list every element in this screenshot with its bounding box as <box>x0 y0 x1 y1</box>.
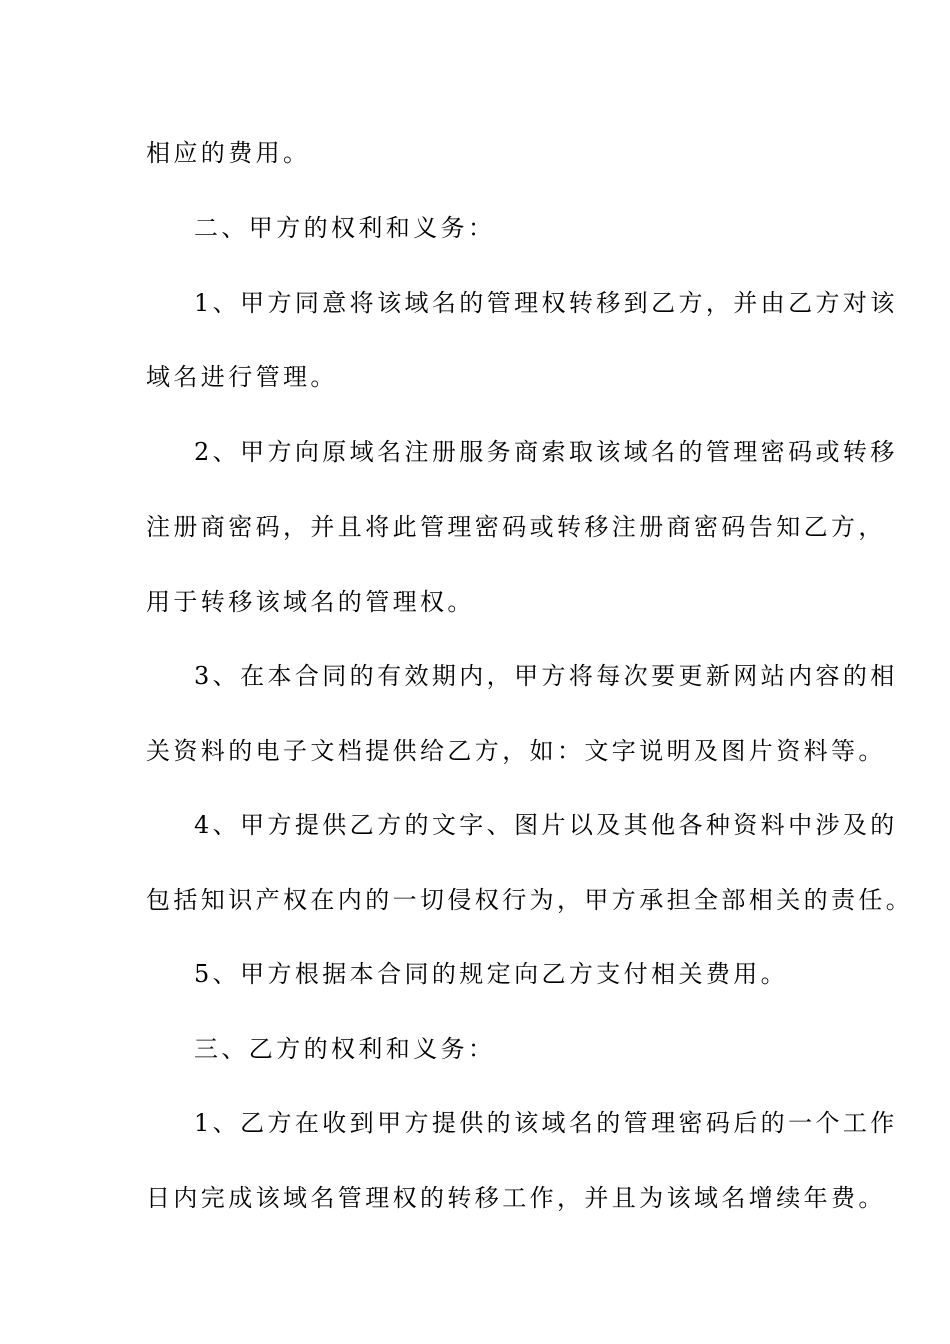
text-line: 5、甲方根据本合同的规定向乙方支付相关费用。 <box>194 960 789 988</box>
text-line: 关资料的电子文档提供给乙方，如：文字说明及图片资料等。 <box>146 737 886 765</box>
section-heading: 三、乙方的权利和义务： <box>194 1035 496 1063</box>
text-line: 4、甲方提供乙方的文字、图片以及其他各种资料中涉及的 <box>194 811 898 839</box>
text-line: 3、在本合同的有效期内，甲方将每次要更新网站内容的相 <box>194 662 898 690</box>
text-line: 包括知识产权在内的一切侵权行为，甲方承担全部相关的责任。 <box>146 886 914 914</box>
section-heading: 二、甲方的权利和义务： <box>194 214 496 242</box>
text-line: 1、甲方同意将该域名的管理权转移到乙方，并由乙方对该 <box>194 289 898 317</box>
text-line: 域名进行管理。 <box>146 363 338 391</box>
text-line: 注册商密码，并且将此管理密码或转移注册商密码告知乙方， <box>146 513 886 541</box>
text-line: 相应的费用。 <box>146 139 311 167</box>
text-line: 日内完成该域名管理权的转移工作，并且为该域名增续年费。 <box>146 1184 886 1212</box>
text-line: 1、乙方在收到甲方提供的该域名的管理密码后的一个工作 <box>194 1109 898 1137</box>
text-line: 用于转移该域名的管理权。 <box>146 588 475 616</box>
text-line: 2、甲方向原域名注册服务商索取该域名的管理密码或转移 <box>194 438 898 466</box>
